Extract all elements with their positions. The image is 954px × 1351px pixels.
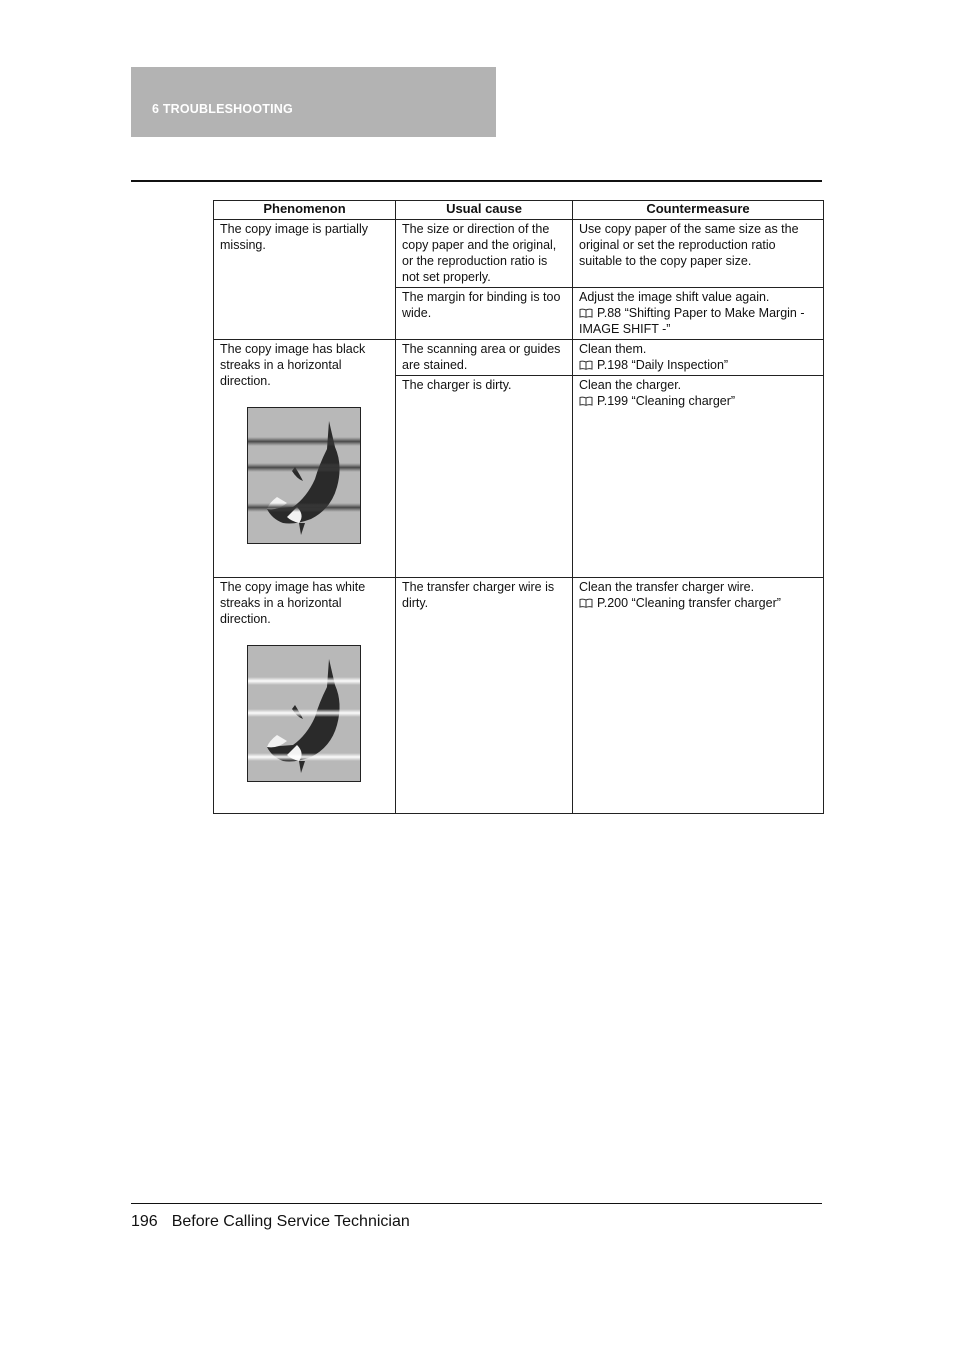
page-footer xyxy=(131,1213,410,1231)
chapter-label: 6 TROUBLESHOOTING xyxy=(152,102,293,116)
countermeasure-cell xyxy=(573,340,824,376)
reference-link[interactable]: P.199 “Cleaning charger” xyxy=(597,394,736,408)
countermeasure-text: Adjust the image shift value again. xyxy=(579,290,770,304)
cause-cell xyxy=(396,220,573,288)
page-number: 196 xyxy=(131,1213,158,1230)
phenomenon-text: The copy image is partially missing. xyxy=(220,222,368,252)
cause-text: The margin for binding is too wide. xyxy=(402,290,561,320)
reference-link[interactable]: P.198 “Daily Inspection” xyxy=(597,358,729,372)
phenomenon-cell xyxy=(214,340,396,578)
top-rule xyxy=(131,180,822,182)
table-header-row xyxy=(214,201,824,220)
countermeasure-cell xyxy=(573,288,824,340)
cause-text: The charger is dirty. xyxy=(402,378,512,392)
table-row xyxy=(214,220,824,288)
countermeasure-text: Clean the charger. xyxy=(579,378,682,392)
book-icon xyxy=(579,598,593,608)
countermeasure-cell xyxy=(573,578,824,814)
header-usual-cause: Usual cause xyxy=(396,201,573,220)
cause-cell xyxy=(396,340,573,376)
reference-link[interactable]: P.200 “Cleaning transfer charger” xyxy=(597,596,781,610)
black-streak-sample-image xyxy=(247,407,361,544)
book-icon xyxy=(579,360,593,370)
cause-cell xyxy=(396,376,573,578)
phenomenon-text: The copy image has white streaks in a horizontal direction. xyxy=(220,580,366,626)
phenomenon-cell xyxy=(214,578,396,814)
chapter-tab xyxy=(131,67,496,137)
bottom-rule xyxy=(131,1203,822,1204)
white-streak-sample-image xyxy=(247,645,361,782)
footer-title: Before Calling Service Technician xyxy=(171,1213,410,1230)
phenomenon-text: The copy image has black streaks in a horizontal direction. xyxy=(220,342,366,388)
reference-link[interactable]: P.88 “Shifting Paper to Make Margin - IMAGE SHIFT -” xyxy=(579,306,805,336)
troubleshooting-table xyxy=(213,200,824,814)
cause-text: The scanning area or guides are stained. xyxy=(402,342,561,372)
header-phenomenon: Phenomenon xyxy=(214,201,396,220)
table-row xyxy=(214,340,824,376)
cause-text: The size or direction of the copy paper and the original, or the reproduction ratio is not set properly. xyxy=(402,222,557,284)
cause-cell xyxy=(396,288,573,340)
header-countermeasure: Countermeasure xyxy=(573,201,824,220)
countermeasure-text: Clean the transfer charger wire. xyxy=(579,580,755,594)
countermeasure-cell xyxy=(573,220,824,288)
phenomenon-cell xyxy=(214,220,396,340)
countermeasure-text: Clean them. xyxy=(579,342,647,356)
cause-text: The transfer charger wire is dirty. xyxy=(402,580,555,610)
countermeasure-text: Use copy paper of the same size as the original or set the reproduction ratio suitable to the copy paper size. xyxy=(579,222,799,268)
book-icon xyxy=(579,308,593,318)
cause-cell xyxy=(396,578,573,814)
countermeasure-cell xyxy=(573,376,824,578)
book-icon xyxy=(579,396,593,406)
table-row xyxy=(214,578,824,814)
